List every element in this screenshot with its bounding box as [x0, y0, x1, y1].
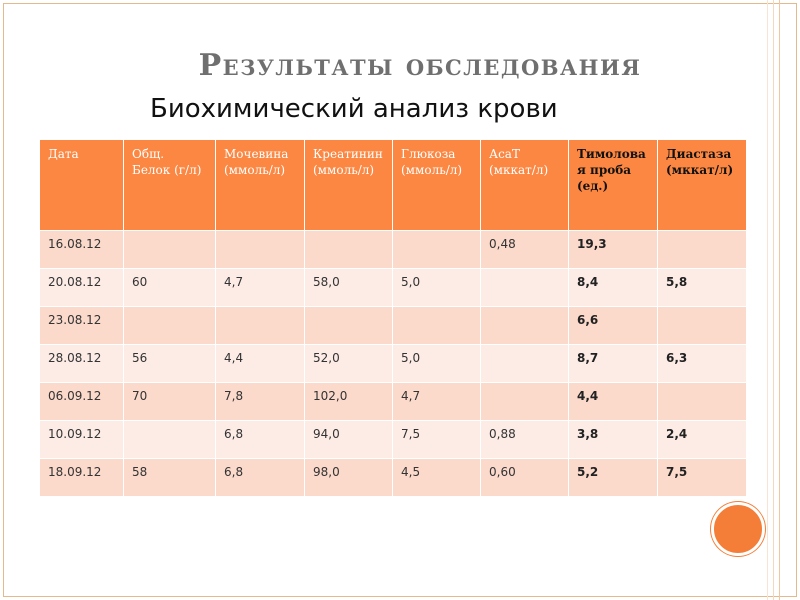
column-header: Общ. Белок (г/л) — [124, 140, 216, 231]
table-cell: 4,7 — [393, 383, 481, 421]
table-cell: 4,7 — [216, 269, 305, 307]
table-cell: 58 — [124, 459, 216, 497]
table-cell: 3,8 — [569, 421, 658, 459]
table-cell: 2,4 — [658, 421, 747, 459]
table-cell — [216, 307, 305, 345]
table-cell: 0,60 — [481, 459, 569, 497]
table-cell: 7,5 — [658, 459, 747, 497]
table-cell: 19,3 — [569, 231, 658, 269]
table-cell — [393, 231, 481, 269]
table-cell: 0,48 — [481, 231, 569, 269]
table-cell: 16.08.12 — [40, 231, 124, 269]
table-cell: 94,0 — [305, 421, 393, 459]
table-cell — [658, 231, 747, 269]
table-cell: 0,88 — [481, 421, 569, 459]
results-table — [39, 139, 747, 497]
table-cell — [481, 345, 569, 383]
table-cell: 20.08.12 — [40, 269, 124, 307]
table-cell — [124, 421, 216, 459]
table-cell — [124, 231, 216, 269]
column-header: Мочевина (ммоль/л) — [216, 140, 305, 231]
column-header: Креатинин (ммоль/л) — [305, 140, 393, 231]
decorative-line — [767, 0, 768, 600]
table-cell: 8,4 — [569, 269, 658, 307]
table-cell: 98,0 — [305, 459, 393, 497]
table-row — [40, 231, 747, 269]
table-cell: 5,8 — [658, 269, 747, 307]
table-cell: 4,5 — [393, 459, 481, 497]
slide-subtitle: Биохимический анализ крови — [150, 94, 558, 124]
table-cell — [481, 307, 569, 345]
table-row — [40, 383, 747, 421]
column-header: Глюкоза (ммоль/л) — [393, 140, 481, 231]
table-cell: 06.09.12 — [40, 383, 124, 421]
table-cell: 102,0 — [305, 383, 393, 421]
table-cell: 8,7 — [569, 345, 658, 383]
table-cell: 7,5 — [393, 421, 481, 459]
table-header-row — [40, 140, 747, 231]
table-cell — [216, 231, 305, 269]
table-cell: 6,3 — [658, 345, 747, 383]
table-cell: 5,0 — [393, 345, 481, 383]
table-cell: 28.08.12 — [40, 345, 124, 383]
table-cell: 60 — [124, 269, 216, 307]
table-cell: 52,0 — [305, 345, 393, 383]
decorative-line — [773, 0, 774, 600]
slide-title: Результаты обследования — [198, 48, 642, 83]
column-header: Дата — [40, 140, 124, 231]
table-cell — [658, 383, 747, 421]
table-cell — [305, 231, 393, 269]
table-row — [40, 421, 747, 459]
table-row — [40, 269, 747, 307]
table-cell — [481, 383, 569, 421]
column-header: АсаТ (мккат/л) — [481, 140, 569, 231]
table-cell: 5,0 — [393, 269, 481, 307]
table-cell — [393, 307, 481, 345]
table-row — [40, 307, 747, 345]
table-row — [40, 345, 747, 383]
table-cell: 58,0 — [305, 269, 393, 307]
table-cell — [658, 307, 747, 345]
table-cell — [481, 269, 569, 307]
table-cell: 56 — [124, 345, 216, 383]
table-cell — [124, 307, 216, 345]
table-cell: 4,4 — [569, 383, 658, 421]
table-row — [40, 459, 747, 497]
decorative-line — [779, 0, 780, 600]
table-cell: 70 — [124, 383, 216, 421]
table-cell: 5,2 — [569, 459, 658, 497]
decorative-circle — [711, 502, 765, 556]
table-cell: 4,4 — [216, 345, 305, 383]
table-cell: 6,6 — [569, 307, 658, 345]
table-cell: 23.08.12 — [40, 307, 124, 345]
table-cell — [305, 307, 393, 345]
table-cell: 7,8 — [216, 383, 305, 421]
table-cell: 18.09.12 — [40, 459, 124, 497]
column-header: Тимолова я проба (ед.) — [569, 140, 658, 231]
column-header: Диастаза (мккат/л) — [658, 140, 747, 231]
table-cell: 10.09.12 — [40, 421, 124, 459]
table-body — [40, 231, 747, 497]
table-cell: 6,8 — [216, 421, 305, 459]
table-cell: 6,8 — [216, 459, 305, 497]
